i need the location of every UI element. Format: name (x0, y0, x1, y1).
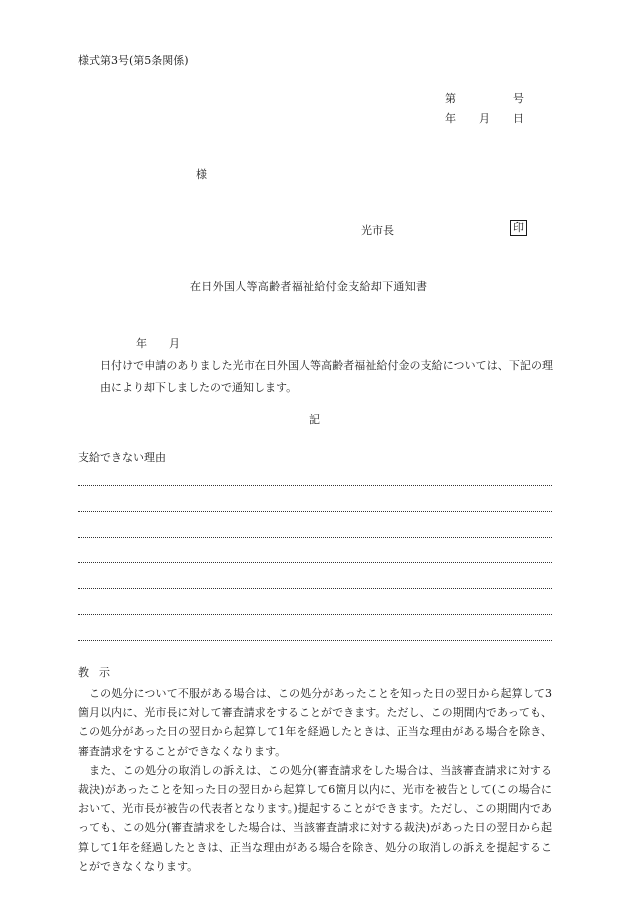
kyoji-body (78, 684, 552, 876)
kyoji-heading: 教示 (78, 666, 120, 679)
document-title: 在日外国人等高齢者福祉給付金支給却下通知書 (190, 280, 428, 293)
kyoji-paragraph-2: また、この処分の取消しの訴えは、この処分(審査請求をした場合は、当該審査請求に対する裁決)があったことを知った日の翌日から起算して6箇月以内に、光市を被告として(この場合において、光市長が被告の代表者となります。)提起することができます。ただし、この期間内であっても、この処分(審査請求をした場合は、当該審査請求に対する裁決)があった日の翌日から起算して1年を経過したときは、正当な理由がある場合を除き、処分の取消しの訴えを提起することができなくなります。 (78, 763, 552, 873)
form-number: 様式第3号(第5条関係) (78, 54, 189, 67)
body-month-label: 月 (169, 337, 180, 350)
date-year-label: 年 (445, 112, 456, 125)
reason-line-2 (78, 511, 552, 512)
date-month-label: 月 (479, 112, 490, 125)
reason-line-1 (78, 485, 552, 486)
reason-label: 支給できない理由 (78, 451, 166, 464)
reason-line-6 (78, 614, 552, 615)
reason-line-5 (78, 588, 552, 589)
reason-line-3 (78, 537, 552, 538)
kyoji-paragraph-1: この処分について不服がある場合は、この処分があったことを知った日の翌日から起算して3箇月以内に、光市長に対して審査請求をすることができます。ただし、この期間内であっても、この処分があった日の翌日から起算して1年を経過したときは、正当な理由がある場合を除き、審査請求をすることができなくなります。 (78, 687, 552, 758)
reason-line-7 (78, 640, 552, 641)
seal-stamp-box: 印 (510, 220, 527, 236)
reason-line-4 (78, 562, 552, 563)
body-text: 日付けで申請のありました光市在日外国人等高齢者福祉給付金の支給については、下記の理由により却下しましたので通知します。 (100, 359, 553, 394)
date-day-label: 日 (513, 112, 524, 125)
addressee-honorific: 様 (196, 168, 207, 181)
document-number-suffix: 号 (513, 92, 524, 105)
body-year-label: 年 (136, 337, 147, 350)
ki-heading: 記 (309, 413, 320, 426)
issuer-title: 光市長 (361, 224, 394, 237)
notice-body (78, 333, 553, 399)
document-number-prefix: 第 (445, 92, 456, 105)
